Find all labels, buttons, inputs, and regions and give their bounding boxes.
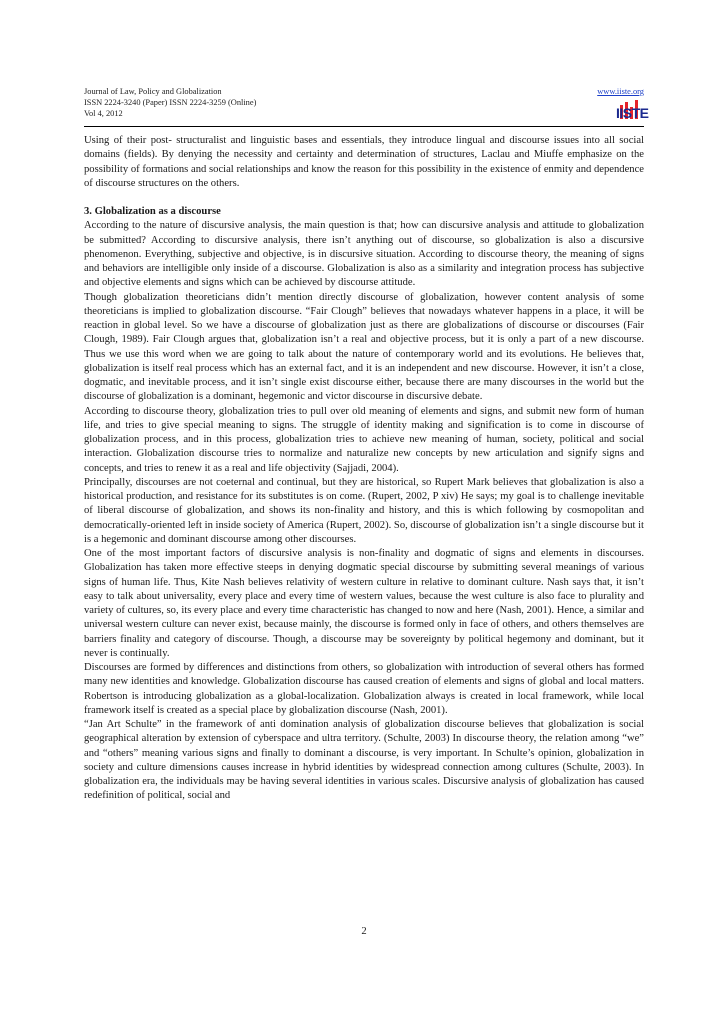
body-paragraph: Discourses are formed by differences and distinctions from others, so globalization with introduction of several others has formed many new identities and knowledge. Globalization discourse has caused creation of elements and signs of global and local matters. Robertson is introducing globalization as a global-localization. Globalization always is created in local framework, while local framework itself is created as a special place by globalization discourse (Nash, 2001). xyxy=(84,662,644,716)
body-paragraph: One of the most important factors of discursive analysis is non-finality and dogmatic of signs and elements in discourses. Globalization has taken more effective steeps in denying dogmatic special discourse by submitting several meanings of various signs of human life. Thus, Kite Nash believes relativity of western culture in relative to dominant culture. Nash says that, it isn’t easy to talk about universality, every place and every time of western values, because the west culture is also face to plurality and variety of cultures, so, its every place and every time characteristic has changed to now and here (Nash, 2001). Hence, a similar and universal western culture can never exist, because mainly, the discourse is formed only in face of others, and others themselves are barriers finality and category of discourse. Though, a discourse may be sovereignty by political hegemony and dominant, but it never is continually. xyxy=(84,548,644,659)
body-paragraph: Though globalization theoreticians didn’t mention directly discourse of globalization, however content analysis of some theoreticians is implied to globalization discourse. “Fair Clough” believes that nowadays whatever happens in a place, it will be reaction in global level. So we have a discourse of globalization just as there are globalizations of discourse or discourses (Fair Clough, 1989). Fair Clough argues that, globalization isn’t a real and objective process, but it is only a part of a new discourse. Thus we use this word when we are going to talk about the nature of contemporary world and its evolutions. He believes that, globalization is itself real process which has an external fact, and it is an independent and new discourse. However, it isn’t a close, dogmatic, and inevitable process, and it isn’t single exist discourse either, because there are many discourses in the world but the discourse of globalization is a dominant, hegemonic and victor discourse in discursive debate. xyxy=(84,291,644,403)
body-paragraph: According to the nature of discursive analysis, the main question is that; how can discursive analysis and attitude to globalization be submitted? According to discursive analysis, there isn’t anything out of discourse, so globalization is also a discursive phenomenon. Everything, subjective and objective, is in discursive situation. According to discourse theory, the meaning of signs and behaviors are intelligible only inside of a discourse. Globalization is also as a similarity and integration process has subjective and objective elements and signs which can be achieved by discourse attitude. xyxy=(84,220,644,289)
article-body xyxy=(84,134,644,804)
journal-volume: Vol 4, 2012 xyxy=(84,109,123,118)
iiste-logo xyxy=(614,99,649,121)
body-paragraph: Principally, discourses are not coeternal and continual, but they are historical, so Rupert Mark believes that globalization is also a historical production, and resistance for its substitutes is on come. (Rupert, 2002, P xiv) He says; my goal is to challenge inevitable of liberal discourse of globalization, and shows its non-finality and history, and this is which following by cosmopolitan and democratically-oriented left in inside society of America (Rupert, 2002). So, discourse of globalization isn’t a single discourse but it is a hegemonic and dominant discourse among other discourses. xyxy=(84,476,644,545)
logo-text: IISTE xyxy=(616,105,649,121)
journal-issn: ISSN 2224-3240 (Paper) ISSN 2224-3259 (Online) xyxy=(84,98,257,107)
page-number: 2 xyxy=(361,926,367,937)
website-link[interactable]: www.iiste.org xyxy=(597,87,644,96)
page-header xyxy=(84,86,649,126)
body-paragraph: “Jan Art Schulte” in the framework of anti domination analysis of globalization discourse believes that globalization is social geographical alteration by extension of cyberspace and ultra territory. (Schulte, 2003) In discourse theory, the relation among “we” and “others” meaning various signs and finally to dominant a discourse, is very important. In Schulte’s opinion, globalization in society and culture dimensions causes increase in hybrid identities by widespread connection among cultures (Schulte, 2003). In globalization era, the individuals may be having several identities in various scales. Discursive analysis of globalization has caused redefinition of political, social and xyxy=(84,719,644,802)
journal-title: Journal of Law, Policy and Globalization xyxy=(84,87,222,96)
header-right xyxy=(597,86,649,124)
body-paragraph: According to discourse theory, globalization tries to pull over old meaning of elements and signs, and submit new form of human life, and tries to give special meaning to signs. The struggle of identity making and signification is to come in discourse of globalization process, and in this process, globalization tries to achieve new meaning of human, society, political and social interaction. Globalization discourse tries to normalize and naturalize new concepts by new articulation and signify signs and concepts, and tries to renew it as a real and life objectivity (Sajjadi, 2004). xyxy=(84,405,644,474)
section-heading: 3. Globalization as a discourse xyxy=(84,206,221,217)
intro-paragraph: Using of their post- structuralist and linguistic bases and essentials, they introduce lingual and discourse issues into all social domains (fields). By denying the necessity and certainty and determination of structures, Laclau and Miuffe emphasize on the possibility of formations and social relationships and know the reason for this possibility in the existence of enmity and dependence of discourse structures on the others. xyxy=(84,135,644,189)
journal-info xyxy=(84,86,256,119)
header-divider xyxy=(84,126,644,127)
